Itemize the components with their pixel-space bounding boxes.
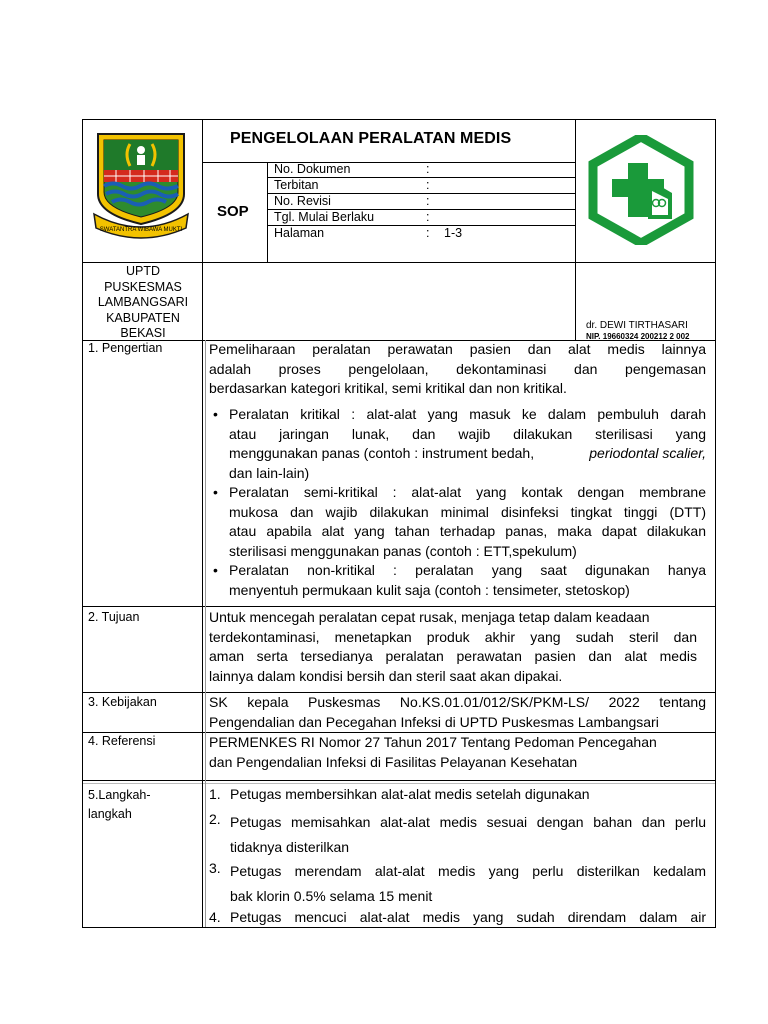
unit-name [83, 264, 203, 342]
step-number: 3. [209, 860, 221, 876]
step-2 [230, 810, 706, 859]
text-line: tidaknya disterilkan [230, 838, 350, 855]
label-langkah [88, 786, 151, 824]
meta-label-tgl-mulai: Tgl. Mulai Berlaku [274, 210, 375, 224]
bullet-semi-kritikal [229, 483, 706, 561]
row-divider-langkah [82, 780, 716, 781]
meta-colon: : [426, 210, 430, 224]
meta-label-no-dokumen: No. Dokumen [274, 162, 351, 176]
col-divider-inner [205, 340, 206, 927]
step-number: 4. [209, 909, 221, 925]
meta-label-terbitan: Terbitan [274, 178, 319, 192]
header-divider-title [202, 162, 575, 163]
text-line: mukosa dan wajib dilakukan minimal disinfeksi tingkat tinggi (DTT) [229, 503, 706, 520]
kebijakan-text [209, 693, 706, 732]
table-border-top [82, 119, 716, 120]
label-line: 5.Langkah- [88, 788, 151, 802]
text-line: dan Pengendalian Infeksi di Fasilitas Pelayanan Kesehatan [209, 753, 578, 770]
text-line: Petugas mencuci alat-alat medis yang sudah direndam dalam air [230, 909, 706, 925]
text-line: PERMENKES RI Nomor 27 Tahun 2017 Tentang Pedoman Pencegahan [209, 734, 657, 750]
step-4 [230, 908, 706, 927]
pengertian-intro [209, 340, 706, 399]
text-line: bak klorin 0.5% selama 15 menit [230, 887, 433, 904]
unit-line: BEKASI [120, 326, 166, 340]
label-pengertian: 1. Pengertian [88, 341, 163, 355]
text-line: Petugas memisahkan alat-alat medis sesuai dengan bahan dan perlu [230, 814, 706, 830]
text-segment-italic: periodontal scalier, [589, 445, 706, 461]
table-border-left [82, 119, 83, 927]
text-line: Peralatan kritikal : alat-alat yang masuk ke dalam pembuluh darah [229, 406, 706, 422]
text-line: terdekontaminasi, menetapkan produk akhir yang sudah steril dan [209, 628, 697, 645]
tujuan-text [209, 608, 697, 686]
label-kebijakan: 3. Kebijakan [88, 695, 157, 709]
referensi-text [209, 733, 709, 772]
bullet-kritikal [229, 405, 706, 483]
text-line: Petugas membersihkan alat-alat medis setelah digunakan [230, 786, 590, 802]
col-divider-sign [575, 119, 576, 340]
table-border-right [715, 119, 716, 927]
label-referensi: 4. Referensi [88, 734, 156, 748]
col-divider-sop [267, 162, 268, 262]
text-line: Petugas merendam alat-alat medis yang perlu disterilkan kedalam [230, 863, 706, 879]
text-line: menyentuh permukaan kulit saja (contoh : tensimeter, stetoskop) [229, 581, 630, 598]
unit-line: PUSKESMAS [104, 279, 182, 294]
label-line: langkah [88, 807, 132, 821]
row-divider-tujuan [82, 606, 716, 607]
sop-label: SOP [217, 203, 249, 220]
unit-line: KABUPATEN [106, 310, 180, 325]
text-line: Untuk mencegah peralatan cepat rusak, menjaga tetap dalam keadaan [209, 609, 650, 625]
signatory-name: dr. DEWI TIRTHASARI [586, 320, 688, 331]
bullet-dot: • [213, 406, 218, 422]
unit-line: UPTD [125, 264, 161, 278]
text-line: Pengendalian dan Pecegahan Infeksi di UPTD Puskesmas Lambangsari [209, 713, 659, 730]
text-line: dan lain-lain) [229, 464, 310, 481]
step-number: 2. [209, 811, 221, 827]
step-number: 1. [209, 786, 221, 802]
table-border-bottom [82, 927, 716, 928]
text-line: berdasarkan kategori kritikal, semi kritikal dan non kritikal. [209, 380, 567, 396]
meta-colon: : [426, 178, 430, 192]
text-line: Peralatan non-kritikal : peralatan yang saat digunakan hanya [229, 562, 706, 578]
text-segment: menggunakan panas (contoh : instrument bedah, [229, 445, 535, 461]
bullet-non-kritikal [229, 561, 706, 600]
meta-label-no-revisi: No. Revisi [274, 194, 331, 208]
header-divider-bottom [82, 262, 716, 263]
bekasi-crest-logo [90, 128, 192, 240]
row-divider-langkah-inner [82, 783, 716, 784]
text-line: atau apabila alat yang tahan terhadap panas, maka dapat dilakukan [229, 523, 706, 539]
label-tujuan: 2. Tujuan [88, 610, 140, 624]
step-1 [230, 785, 706, 805]
meta-value-halaman: 1-3 [444, 226, 463, 240]
bullet-dot: • [213, 562, 218, 578]
logo-motto: SWATANTRA WIBAWA MUKTI [99, 227, 183, 233]
text-line: adalah proses pengelolaan, dekontaminasi dan pengemasan [209, 360, 706, 377]
bullet-dot: • [213, 484, 218, 500]
text-line [229, 444, 706, 464]
meta-colon: : [426, 194, 430, 208]
text-line: Peralatan semi-kritikal : alat-alat yang kontak dengan membrane [229, 484, 706, 500]
text-line: Pemeliharaan peralatan perawatan pasien dan alat medis lainnya [209, 341, 706, 357]
text-line: sterilisasi menggunakan panas (contoh : ETT,spekulum) [229, 542, 577, 559]
signatory-nip: NIP. 19660324 200212 2 002 [586, 332, 690, 341]
step-3 [230, 859, 706, 908]
text-line: SK kepala Puskesmas No.KS.01.01/012/SK/PKM-LS/ 2022 tentang [209, 694, 706, 710]
document-title: PENGELOLAAN PERALATAN MEDIS [230, 130, 512, 147]
unit-line: LAMBANGSARI [97, 295, 189, 309]
col-divider-logo [202, 119, 203, 927]
text-line: lainnya dalam kondisi bersih dan steril saat akan dipakai. [209, 667, 563, 684]
meta-label-halaman: Halaman [274, 226, 325, 240]
text-line: atau jaringan lunak, dan wajib dilakukan sterilisasi yang [229, 425, 706, 442]
meta-colon: : [426, 162, 430, 176]
meta-colon: : [426, 226, 430, 240]
puskesmas-logo [586, 135, 696, 245]
text-line: aman serta tersedianya peralatan perawatan pasien dan alat medis [209, 648, 697, 664]
